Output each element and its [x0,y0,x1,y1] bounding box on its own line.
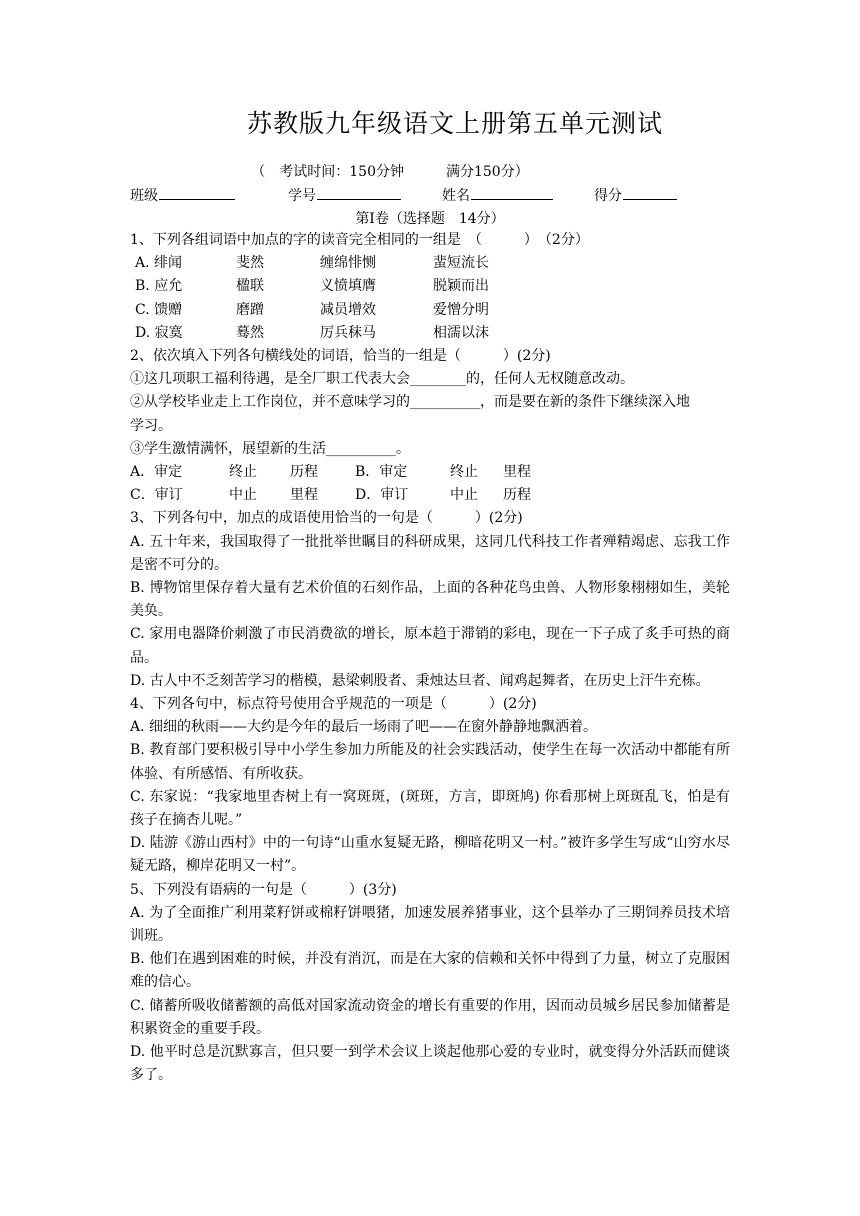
option-cell: 中止 [450,487,478,504]
option-cell: 缠绵悱恻 [320,255,376,272]
name-field [442,185,553,205]
question-5-option-a: A. 为了全面推广利用菜籽饼或棉籽饼喂猪，加速发展养猪事业，这个县举办了三期饲养员技术培训班。 [130,904,730,944]
question-2-sentence-3: ③学生激情满怀，展望新的生活__________。 [130,440,410,457]
score-blank[interactable] [623,185,677,200]
question-5-option-c: C. 储蓄所吸收储蓄额的高低对国家流动资金的增长有重要的作用，因而动员城乡居民参加储蓄是积累资金的重要手段。 [130,997,730,1037]
option-cell: 历程 [503,487,531,504]
section-heading: 第Ⅰ卷（选择题 14分） [355,211,505,227]
option-cell: C．审订 [130,487,183,504]
student-info-row [130,185,690,207]
name-label: 姓名 [442,188,470,204]
number-blank[interactable] [317,185,401,200]
option-cell: 终止 [450,463,478,480]
question-4-option-b: B. 教育部门要积极引导中小学生参加力所能及的社会实践活动，使学生在每一次活动中都能有所体验、有所感悟、有所收获。 [130,742,730,782]
option-cell: 历程 [290,463,318,480]
question-2-sentence-1: ①这几项职工福利待遇，是全厂职工代表大会________的，任何人无权随意改动。 [130,371,634,388]
class-blank[interactable] [159,185,235,200]
question-4-stem: 4、下列各句中，标点符号使用合乎规范的一项是（ ）(2分) [130,695,537,712]
question-3-option-a: A. 五十年来，我国取得了一批批举世瞩目的科研成果，这同几代科技工作者殚精竭虑、忘我工作是密不可分的。 [130,533,730,573]
question-3-stem: 3、下列各句中，加点的成语使用恰当的一句是（ ）(2分) [130,510,523,527]
option-cell: B. 应允 [135,278,183,295]
q2-option-row [130,484,730,507]
question-2-stem: 2、依次填入下列各句横线处的词语，恰当的一组是（ ）(2分) [130,347,551,364]
option-cell: 蓦然 [236,324,264,341]
score-field [594,185,677,205]
question-3-option-d: D. 古人中不乏刻苦学习的楷模，悬梁刺股者、秉烛达旦者、闻鸡起舞者，在历史上汗牛充栋。 [130,672,710,689]
option-cell: D．审订 [355,487,409,504]
name-blank[interactable] [471,185,553,200]
option-cell: D. 寂寞 [135,324,183,341]
option-cell: 里程 [503,463,531,480]
q1-option-row [130,252,730,275]
questions [130,229,730,1087]
question-2-sentence-2: ②从学校毕业走上工作岗位，并不意味学习的__________，而是要在新的条件下继续深入地 [130,394,690,411]
class-label: 班级 [130,188,158,204]
number-field [288,185,401,205]
question-5-stem: 5、下列没有语病的一句是（ ）(3分) [130,881,397,898]
option-cell: 楹联 [236,278,264,295]
question-4-option-d: D. 陆游《游山西村》中的一句诗“山重水复疑无路，柳暗花明又一村。”被许多学生写成“山穷水尽疑无路，柳岸花明又一村”。 [130,835,730,875]
question-5-option-d: D. 他平时总是沉默寡言，但只要一到学术会议上谈起他那心爱的专业时，就变得分外活跃而健谈多了。 [130,1044,730,1084]
q1-option-row [130,299,730,322]
class-field [130,185,235,205]
option-cell: 终止 [229,463,257,480]
option-cell: 里程 [290,487,318,504]
option-cell: 磨蹭 [236,301,264,318]
question-1-stem: 1、下列各组词语中加点的字的读音完全相同的一组是 （ ） （2分） [130,232,589,248]
question-3-option-c: C. 家用电器降价刺激了市民消费欲的增长，原本趋于滞销的彩电，现在一下子成了炙手可热的商品。 [130,626,730,666]
question-4-option-c: C. 东家说：“我家地里杏树上有一窝斑斑，(斑斑，方言，即斑鸠) 你看那树上斑斑乱飞，怕是有孩子在摘杏儿呢。” [130,788,730,828]
q1-option-row [130,275,730,298]
option-cell: C. 馈赠 [135,301,183,318]
number-label: 学号 [288,188,316,204]
option-cell: 中止 [229,487,257,504]
option-cell: A. 绯闻 [135,255,183,272]
question-3-option-b: B. 博物馆里保存着大量有艺术价值的石刻作品，上面的各种花鸟虫兽、人物形象栩栩如生，美轮美奂。 [130,579,730,620]
score-label: 得分 [594,188,622,204]
page-title: 苏教版九年级语文上册第五单元测试 [246,109,663,138]
q1-option-row [130,322,730,345]
exam-info-subtitle: （ 考试时间：150分钟 满分150分） [251,164,529,180]
question-5-option-b: B. 他们在遇到困难的时候，并没有消沉，而是在大家的信赖和关怀中得到了力量，树立了克服困难的信心。 [130,951,730,991]
option-cell: 蜚短流长 [433,255,489,272]
option-cell: 脱颖而出 [433,278,489,295]
option-cell: B．审定 [355,463,408,480]
option-cell: 厉兵秣马 [320,324,376,341]
option-cell: 斐然 [236,255,264,272]
option-cell: 相濡以沫 [433,324,489,341]
question-2-sentence-2-cont: 学习。 [130,417,172,434]
q2-option-row [130,461,730,484]
option-cell: A．审定 [130,463,183,480]
option-cell: 爱憎分明 [433,301,489,318]
question-4-option-a: A. 细细的秋雨——大约是今年的最后一场雨了吧——在窗外静静地飘洒着。 [130,719,598,736]
option-cell: 义愤填膺 [320,278,376,295]
option-cell: 减员增效 [320,301,376,318]
